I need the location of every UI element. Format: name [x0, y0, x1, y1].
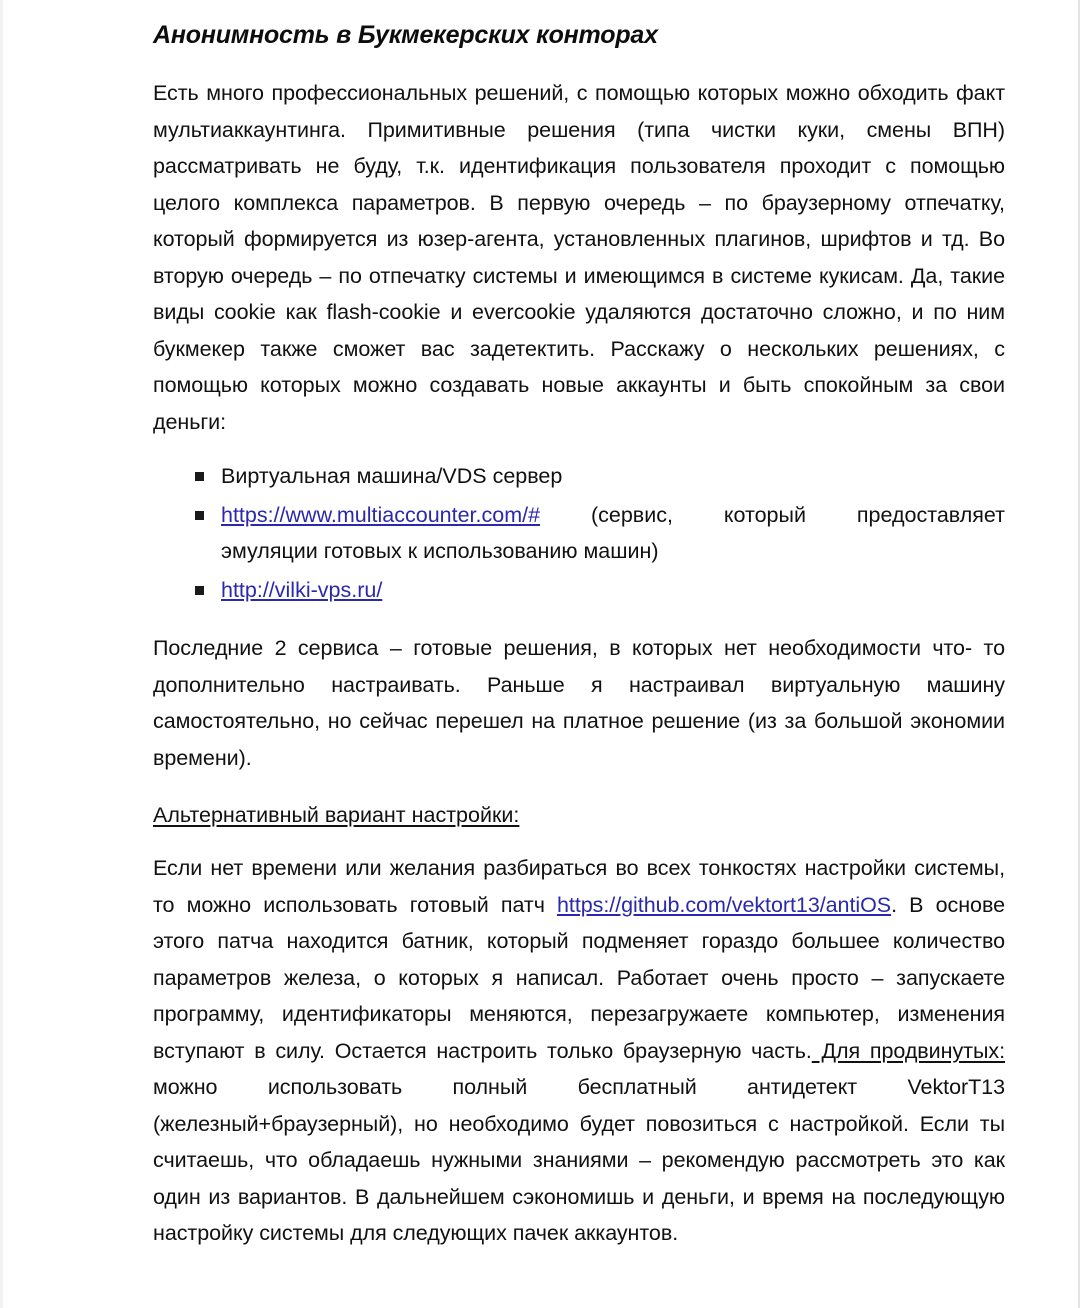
square-bullet-icon	[195, 511, 204, 520]
note-segment-1: (сервис,	[590, 502, 673, 527]
list-item	[153, 458, 1005, 495]
list-item	[153, 497, 1005, 570]
final-text-part-2: . В основе этого патча находится батник, который подменяет гораздо большее количество параметров железа, о которых я написал. Работает очень просто – запускаете программу, идентификаторы меняются, перезагружаете компьютер, изменения вступают в силу. Остается настроить только браузерную часть.	[153, 892, 1006, 1063]
final-text-part-3: можно использовать полный бесплатный антидетект VektorT13 (железный+браузерный), но необходимо будет повозиться с настройкой. Если ты считаешь, что обладаешь нужными знаниями – рекомендую рассмотреть это как один из вариантов. В дальнейшем сэкономишь и деньги, и время на последующую настройку системы для следующих пачек аккаунтов.	[153, 1075, 1005, 1246]
final-text-part-1: Если нет времени или желания разбираться во всех тонкостях настройки системы, то можно использовать готовый патч	[153, 856, 1005, 917]
vilki-vps-link[interactable]: http://vilki-vps.ru/	[221, 577, 383, 602]
document-body	[153, 75, 1005, 1252]
list-item-content	[221, 497, 1005, 534]
page-content	[3, 0, 1080, 1252]
alternative-setup-heading-label: Альтернативный вариант настройки:	[153, 803, 520, 828]
multiaccounter-link[interactable]: https://www.multiaccounter.com/#	[221, 502, 541, 527]
page-title: Анонимность в Букмекерских конторах	[153, 21, 658, 49]
final-paragraph	[153, 850, 1005, 1252]
solutions-list	[153, 458, 1005, 608]
alternative-setup-heading	[153, 798, 1005, 832]
intro-paragraph: Есть много профессиональных решений, с помощью которых можно обходить факт мультиаккаунтинга. Примитивные решения (типа чистки куки, смены ВПН) рассматривать не буду, т.к. идентификация пользователя проходит с помощью целого комплекса параметров. В первую очередь – по браузерному отпечатку, который формируется из юзер-агента, установленных плагинов, шрифтов и тд. Во вторую очередь – по отпечатку системы и имеющимся в системе кукисам. Да, такие виды cookie как flash-cookie и evercookie удаляются достаточно сложно, и по ним букмекер также сможет вас задетектить. Расскажу о нескольких решениях, с помощью которых можно создавать новые аккаунты и быть спокойным за свои деньги:	[153, 81, 1005, 434]
note-segment-2: который	[723, 502, 806, 527]
note-segment-3: предоставляет	[856, 502, 1005, 527]
list-item	[153, 572, 1005, 609]
list-item-label: Виртуальная машина/VDS сервер	[221, 464, 563, 489]
square-bullet-icon	[195, 586, 204, 595]
advanced-label: Для продвинутых:	[811, 1038, 1005, 1063]
note-second-line: эмуляции готовых к использованию машин)	[221, 539, 659, 564]
github-antios-link[interactable]: https://github.com/vektort13/antiOS	[557, 892, 892, 917]
after-list-paragraph: Последние 2 сервиса – готовые решения, в которых нет необходимости что- то дополнительно настраивать. Раньше я настраивал виртуальную машину самостоятельно, но сейчас перешел на платное решение (из за большой экономии времени).	[153, 636, 1005, 770]
square-bullet-icon	[195, 472, 204, 481]
